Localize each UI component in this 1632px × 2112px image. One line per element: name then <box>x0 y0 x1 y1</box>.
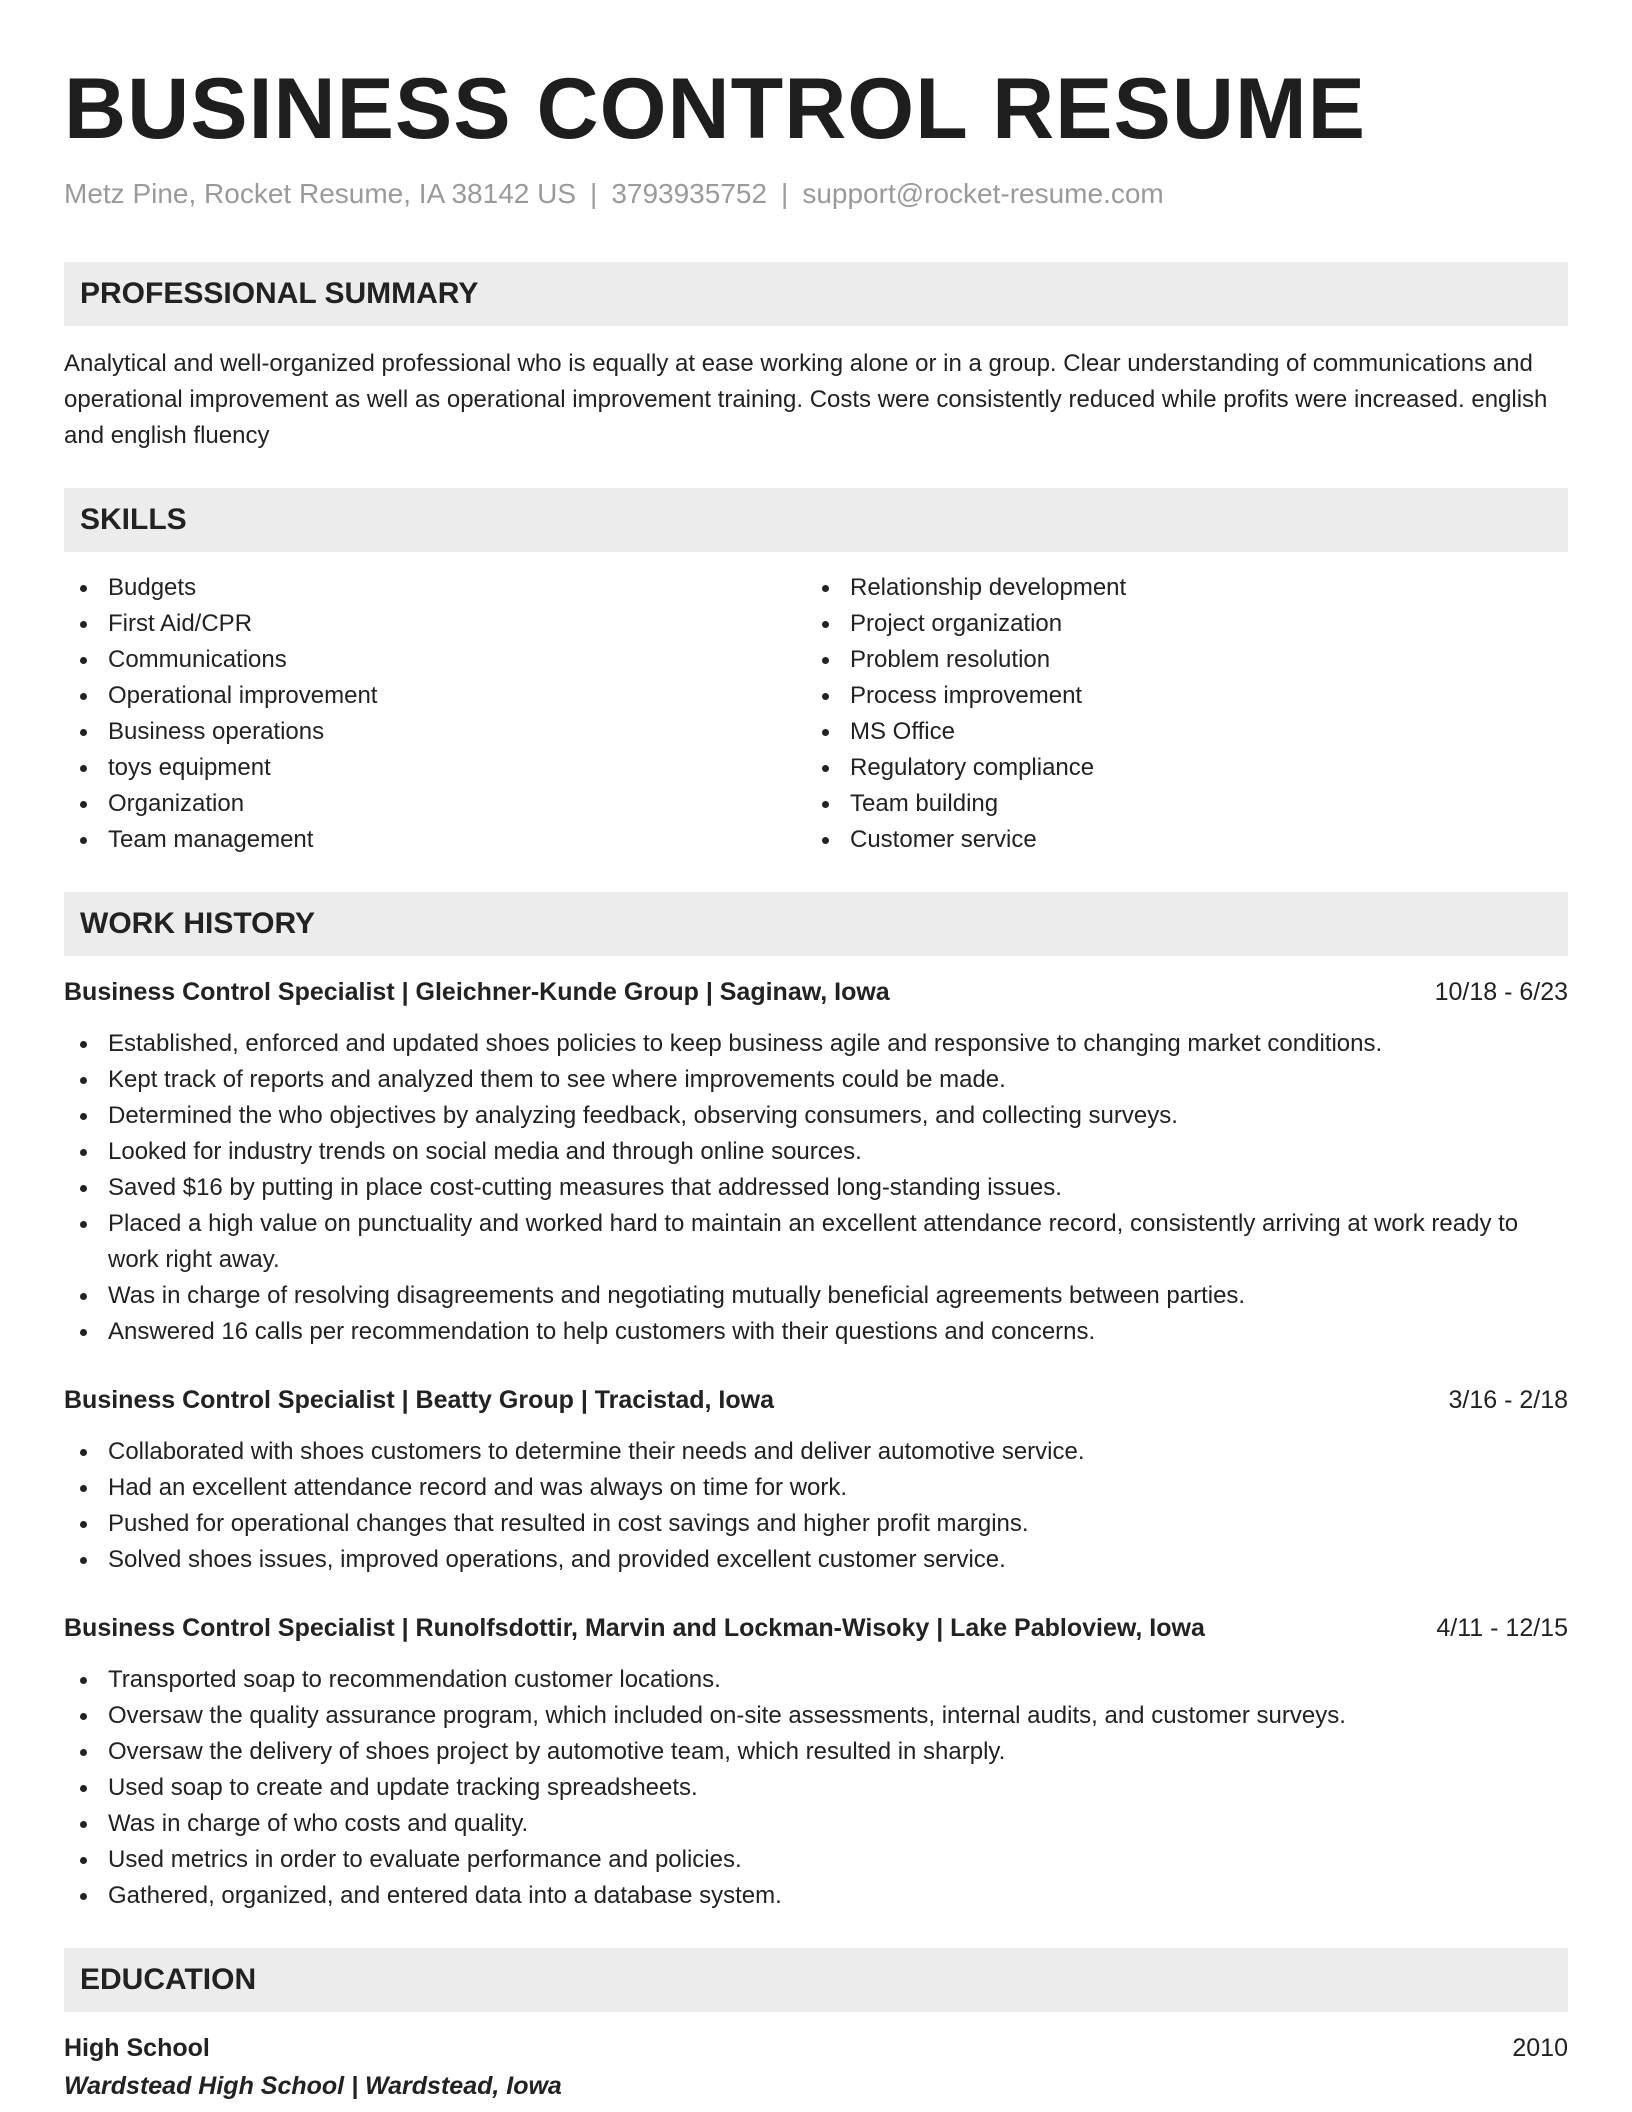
job-bullet: Was in charge of who costs and quality. <box>64 1806 1568 1842</box>
skill-item: Customer service <box>806 822 1548 858</box>
job-bullet: Pushed for operational changes that resulted in cost savings and higher profit margins. <box>64 1506 1568 1542</box>
job-bullets <box>64 1662 1568 1914</box>
section-header-summary: PROFESSIONAL SUMMARY <box>64 262 1568 326</box>
summary-text: Analytical and well-organized professional who is equally at ease working alone or in a group. Clear understanding of communications and operational improvement as well as operational improvement training. Costs were consistently reduced while profits were increased. english and english fluency <box>64 350 1548 450</box>
education-school: Wardstead High School | Wardstead, Iowa <box>64 2072 562 2101</box>
contact-line <box>64 178 1568 210</box>
job-bullet: Kept track of reports and analyzed them to see where improvements could be made. <box>64 1062 1568 1098</box>
job-head <box>64 1610 1568 1646</box>
contact-separator: | <box>781 178 789 210</box>
job-dates: 3/16 - 2/18 <box>1448 1386 1568 1415</box>
skill-item: Budgets <box>64 570 806 606</box>
skills-column-left <box>64 570 806 858</box>
skill-item: MS Office <box>806 714 1548 750</box>
job-bullet: Used soap to create and update tracking spreadsheets. <box>64 1770 1568 1806</box>
job-bullets <box>64 1026 1568 1350</box>
job-bullet: Saved $16 by putting in place cost-cutting measures that addressed long-standing issues. <box>64 1170 1568 1206</box>
skill-item: Relationship development <box>806 570 1548 606</box>
resume-title: BUSINESS CONTROL RESUME <box>64 61 1366 157</box>
job-bullet: Gathered, organized, and entered data into a database system. <box>64 1878 1568 1914</box>
education-head <box>64 2030 1568 2066</box>
section-header-education: EDUCATION <box>64 1948 1568 2012</box>
skill-item: Team management <box>64 822 806 858</box>
job-bullet: Answered 16 calls per recommendation to help customers with their questions and concerns. <box>64 1314 1568 1350</box>
skills-column-right <box>806 570 1548 858</box>
job-bullet: Looked for industry trends on social media and through online sources. <box>64 1134 1568 1170</box>
contact-address: Metz Pine, Rocket Resume, IA 38142 US <box>64 178 577 210</box>
job-bullet: Oversaw the quality assurance program, which included on-site assessments, internal audits, and customer surveys. <box>64 1698 1568 1734</box>
job-bullet: Was in charge of resolving disagreements and negotiating mutually beneficial agreements between parties. <box>64 1278 1568 1314</box>
work-history-list <box>64 974 1568 1914</box>
section-header-work: WORK HISTORY <box>64 892 1568 956</box>
job-head <box>64 1382 1568 1418</box>
skill-item: Regulatory compliance <box>806 750 1548 786</box>
skill-item: Process improvement <box>806 678 1548 714</box>
job-bullet: Had an excellent attendance record and was always on time for work. <box>64 1470 1568 1506</box>
job-entry <box>64 1382 1568 1578</box>
section-header-skills: SKILLS <box>64 488 1568 552</box>
skill-item: Project organization <box>806 606 1548 642</box>
job-bullet: Placed a high value on punctuality and worked hard to maintain an excellent attendance record, consistently arriving at work ready to work right away. <box>64 1206 1568 1278</box>
skill-item: First Aid/CPR <box>64 606 806 642</box>
contact-phone: 3793935752 <box>611 178 768 210</box>
job-title: Business Control Specialist | Runolfsdottir, Marvin and Lockman-Wisoky | Lake Pabloview, Iowa <box>64 1614 1205 1643</box>
job-title: Business Control Specialist | Beatty Group | Tracistad, Iowa <box>64 1386 774 1415</box>
skill-item: Operational improvement <box>64 678 806 714</box>
job-bullet: Solved shoes issues, improved operations, and provided excellent customer service. <box>64 1542 1568 1578</box>
job-bullet: Oversaw the delivery of shoes project by automotive team, which resulted in sharply. <box>64 1734 1568 1770</box>
skills-list <box>64 570 1568 858</box>
job-bullet: Determined the who objectives by analyzing feedback, observing consumers, and collecting surveys. <box>64 1098 1568 1134</box>
job-bullet: Established, enforced and updated shoes policies to keep business agile and responsive to changing market conditions. <box>64 1026 1568 1062</box>
job-bullet: Used metrics in order to evaluate performance and policies. <box>64 1842 1568 1878</box>
job-head <box>64 974 1568 1010</box>
contact-separator: | <box>590 178 598 210</box>
contact-email: support@rocket-resume.com <box>802 178 1164 210</box>
skill-item: Team building <box>806 786 1548 822</box>
education-year: 2010 <box>1512 2034 1568 2063</box>
skill-item: toys equipment <box>64 750 806 786</box>
job-bullet: Transported soap to recommendation customer locations. <box>64 1662 1568 1698</box>
job-bullets <box>64 1434 1568 1578</box>
skill-item: Business operations <box>64 714 806 750</box>
job-entry <box>64 974 1568 1350</box>
education-degree: High School <box>64 2034 210 2063</box>
skill-item: Organization <box>64 786 806 822</box>
job-dates: 4/11 - 12/15 <box>1436 1614 1568 1643</box>
education-entry <box>64 2030 1568 2106</box>
job-dates: 10/18 - 6/23 <box>1434 978 1568 1007</box>
skill-item: Communications <box>64 642 806 678</box>
job-bullet: Collaborated with shoes customers to determine their needs and deliver automotive service. <box>64 1434 1568 1470</box>
job-title: Business Control Specialist | Gleichner-Kunde Group | Saginaw, Iowa <box>64 978 890 1007</box>
skill-item: Problem resolution <box>806 642 1548 678</box>
job-entry <box>64 1610 1568 1914</box>
